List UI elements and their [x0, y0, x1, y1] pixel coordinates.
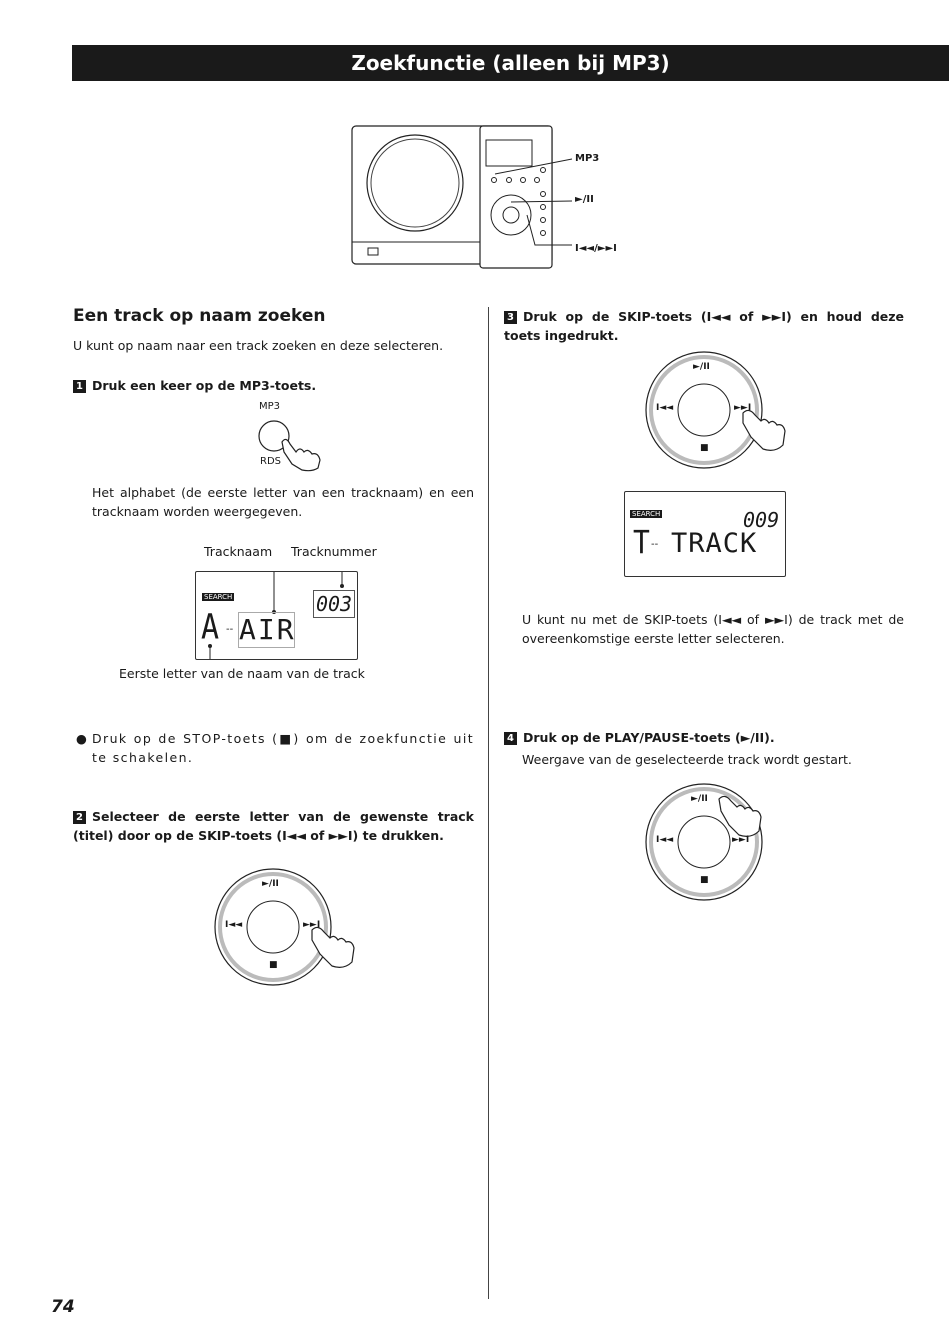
mp3-button-label: MP3: [259, 401, 281, 412]
display-track-name: AIR: [239, 613, 296, 646]
display-separator: --: [651, 539, 659, 550]
lcd-display-2: [624, 491, 786, 577]
play-pause-button[interactable]: ►/II: [691, 794, 708, 804]
step-1: [73, 376, 316, 395]
step-text: Selecteer de eerste letter van de gewenste track (titel) door op de SKIP-toets (I◄◄ of ►►I) te drukken.: [73, 809, 474, 843]
step-2: [73, 807, 474, 845]
bullet-icon: ●: [76, 731, 89, 746]
mp3-callout: MP3: [575, 153, 600, 164]
next-button[interactable]: ►►I: [732, 835, 750, 845]
stop-bullet: [76, 729, 474, 767]
search-badge: SEARCH: [204, 593, 233, 601]
skip-callout: I◄◄/►►I: [575, 243, 617, 254]
section-heading: Een track op naam zoeken: [73, 306, 326, 326]
prev-button[interactable]: I◄◄: [225, 920, 243, 930]
next-button[interactable]: ►►I: [303, 920, 321, 930]
lcd-display-1: [195, 571, 358, 660]
column-divider: [488, 307, 489, 1299]
control-wheel-3: [645, 783, 763, 901]
display-track-name: TRACK: [671, 528, 758, 559]
step-text: Druk op de SKIP-toets (I◄◄ of ►►I) en houd deze toets ingedrukt.: [504, 309, 904, 343]
step-4: [504, 728, 775, 747]
stop-button[interactable]: ■: [269, 960, 278, 970]
rds-button-label: RDS: [260, 456, 281, 467]
prev-button[interactable]: I◄◄: [656, 835, 674, 845]
stop-button[interactable]: ■: [700, 875, 709, 885]
page-title: Zoekfunctie (alleen bij MP3): [72, 45, 949, 81]
step3-description: U kunt nu met de SKIP-toets (I◄◄ of ►►I) de track met de overeenkomstige eerste letter selecteren.: [522, 612, 904, 646]
display-separator: --: [226, 624, 234, 635]
step-3: [504, 307, 904, 345]
first-letter-label: Eerste letter van de naam van de track: [119, 666, 365, 681]
step-number: 3: [504, 311, 517, 324]
step-text: Druk een keer op de MP3-toets.: [92, 378, 317, 393]
control-wheel-2: [645, 351, 763, 469]
step1-description: Het alphabet (de eerste letter van een tracknaam) en een tracknaam worden weergegeven.: [92, 485, 474, 519]
stop-button[interactable]: ■: [700, 443, 709, 453]
step-number: 2: [73, 811, 86, 824]
mp3-button-figure: [252, 398, 332, 474]
play-pause-callout: ►/II: [575, 194, 594, 205]
tracknummer-label: Tracknummer: [291, 544, 377, 559]
bullet-text: Druk op de STOP-toets (■) om de zoekfunctie uit te schakelen.: [92, 731, 474, 765]
play-pause-button[interactable]: ►/II: [693, 362, 710, 372]
page-number: 74: [51, 1297, 75, 1317]
display-letter: A: [201, 607, 220, 648]
step-text: Druk op de PLAY/PAUSE-toets (►/II).: [523, 730, 775, 745]
search-badge: SEARCH: [632, 510, 661, 518]
prev-button[interactable]: I◄◄: [656, 403, 674, 413]
step4-description: Weergave van de geselecteerde track wordt gestart.: [522, 752, 852, 767]
play-pause-button[interactable]: ►/II: [262, 879, 279, 889]
next-button[interactable]: ►►I: [734, 403, 752, 413]
step-number: 1: [73, 380, 86, 393]
display-letter: T: [633, 523, 650, 562]
tracknaam-label: Tracknaam: [204, 544, 273, 559]
step-number: 4: [504, 732, 517, 745]
control-wheel-1: [214, 868, 332, 986]
display-track-number: 009: [743, 508, 780, 532]
display-track-number: 003: [313, 590, 355, 618]
intro-text: U kunt op naam naar een track zoeken en deze selecteren.: [73, 338, 444, 353]
